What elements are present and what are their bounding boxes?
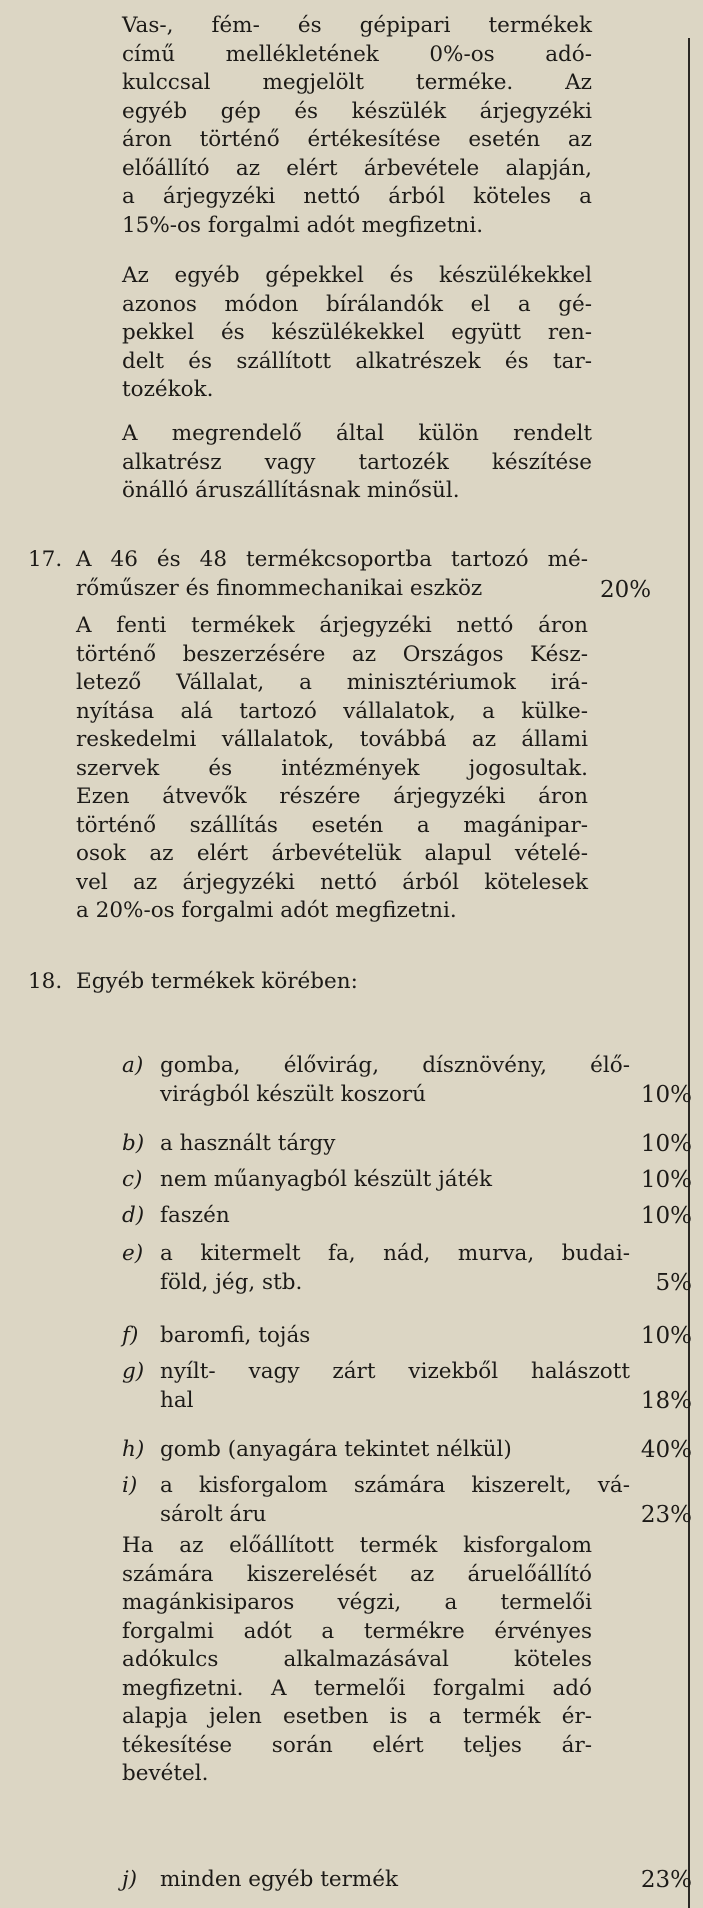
entry-e — [122, 1240, 692, 1297]
text-line: föld, jég, stb. — [160, 1269, 303, 1295]
entry-mark: d) — [122, 1203, 145, 1228]
text-line: Ezen átvevők részére árjegyzéki áron — [76, 784, 588, 809]
text-line: azonos módon bírálandók el a gé- — [122, 291, 592, 317]
text-line: 15%-os forgalmi adót megfizetni. — [122, 212, 484, 238]
entry-text — [160, 1358, 630, 1415]
entry-mark: b) — [122, 1131, 145, 1156]
text-line: nyítása alá tartozó vállalatok, a külke- — [76, 698, 588, 724]
item-17-number: 17. — [28, 547, 63, 572]
text-line: a kitermelt fa, nád, murva, budai- — [160, 1241, 630, 1266]
entry-mark: c) — [122, 1167, 143, 1192]
entry-rate: 40% — [640, 1437, 692, 1463]
text-line: Ha az előállított termék kisforgalom — [122, 1533, 592, 1558]
text-line: a használt tárgy — [160, 1131, 336, 1156]
entry-rate: 10% — [640, 1323, 692, 1349]
intro-paragraph-2 — [122, 262, 592, 405]
text-line: kulccsal megjelölt terméke. Az — [122, 70, 592, 95]
entry-text — [160, 1866, 630, 1895]
text-line: virágból készült koszorú — [160, 1081, 427, 1107]
entry-rate: 10% — [640, 1131, 692, 1157]
text-line: faszén — [160, 1203, 230, 1228]
intro-paragraph-1 — [122, 12, 592, 240]
entry-rate: 10% — [640, 1081, 692, 1108]
text-line: rőműszer és finommechanikai eszköz — [76, 575, 483, 601]
entry-rate: 5% — [655, 1269, 692, 1296]
item-17-note — [76, 612, 588, 926]
entry-f — [122, 1322, 692, 1351]
item-18-note — [122, 1532, 592, 1789]
entry-c — [122, 1166, 692, 1195]
text-line: önálló áruszállításnak minősül. — [122, 478, 460, 503]
item-18-heading: Egyéb termékek körében: — [76, 969, 358, 994]
text-line: szervek és intézmények jogosultak. — [76, 755, 588, 781]
text-line: bevétel. — [122, 1761, 209, 1786]
text-line: baromfi, tojás — [160, 1323, 311, 1348]
text-line: számára kiszerelését az áruelőállító — [122, 1561, 592, 1587]
entry-mark: e) — [122, 1241, 144, 1266]
text-line: a kisforgalom számára kiszerelt, vá- — [160, 1473, 630, 1498]
text-line: hal — [160, 1387, 194, 1413]
entry-text — [160, 1130, 630, 1159]
text-line: megfizetni. A termelői forgalmi adó — [122, 1675, 592, 1701]
text-line: történő beszerzésére az Országos Kész- — [76, 641, 588, 667]
entry-text — [160, 1052, 630, 1109]
text-line: gomba, élővirág, dísznövény, élő- — [160, 1053, 630, 1078]
entry-rate: 10% — [640, 1203, 692, 1229]
text-line: delt és szállított alkatrészek és tar- — [122, 348, 592, 374]
text-line: adókulcs alkalmazásával köteles — [122, 1647, 592, 1672]
text-line: A megrendelő által külön rendelt — [122, 421, 592, 446]
text-line: pekkel és készülékekkel együtt ren- — [122, 320, 592, 345]
entry-text — [160, 1472, 630, 1529]
entry-text — [160, 1322, 630, 1351]
entry-j — [122, 1866, 692, 1895]
entry-h — [122, 1436, 692, 1465]
text-line: tozékok. — [122, 377, 214, 402]
text-line: A 46 és 48 termékcsoportba tartozó mé- — [76, 547, 588, 572]
entry-text — [160, 1202, 630, 1231]
entry-text — [160, 1166, 630, 1195]
text-line: Vas-, fém- és gépipari termékek — [122, 13, 592, 38]
entry-mark: g) — [122, 1359, 145, 1384]
entry-mark: f) — [122, 1323, 139, 1348]
text-line: sárolt áru — [160, 1501, 267, 1527]
intro-paragraph-3 — [122, 420, 592, 506]
text-line: vel az árjegyzéki nettó árból kötelesek — [76, 869, 588, 895]
text-line: gomb (anyagára tekintet nélkül) — [160, 1437, 512, 1462]
entry-g — [122, 1358, 692, 1415]
text-line: magánkisiparos végzi, a termelői — [122, 1590, 592, 1615]
text-line: alkatrész vagy tartozék készítése — [122, 449, 592, 475]
text-line: tékesítése során elért teljes ár- — [122, 1732, 592, 1758]
entry-mark: j) — [122, 1867, 138, 1892]
entry-d — [122, 1202, 692, 1231]
text-line: történő szállítás esetén a magánipar- — [76, 812, 588, 838]
text-line: forgalmi adót a termékre érvényes — [122, 1618, 592, 1644]
entry-text — [160, 1436, 630, 1465]
text-line: egyéb gép és készülék árjegyzéki — [122, 98, 592, 124]
entry-b — [122, 1130, 692, 1159]
entry-mark: i) — [122, 1473, 138, 1498]
text-line: minden egyéb termék — [160, 1867, 399, 1892]
entry-i — [122, 1472, 692, 1529]
text-line: előállító az elért árbevétele alapján, — [122, 155, 592, 181]
entry-mark: h) — [122, 1437, 145, 1462]
text-line: osok az elért árbevételük alapul vételé- — [76, 841, 588, 866]
entry-text — [160, 1240, 630, 1297]
text-line: alapja jelen esetben is a termék ér- — [122, 1704, 592, 1729]
text-line: Az egyéb gépekkel és készülékekkel — [122, 263, 592, 288]
item-17-text — [76, 546, 588, 603]
text-line: című mellékletének 0%-os adó- — [122, 41, 592, 67]
text-line: nyílt- vagy zárt vizekből halászott — [160, 1359, 630, 1384]
entry-rate: 23% — [640, 1867, 692, 1893]
entry-a — [122, 1052, 692, 1109]
right-margin-rule — [688, 38, 690, 1908]
text-line: a árjegyzéki nettó árból köteles a — [122, 184, 592, 209]
item-18-number: 18. — [28, 969, 63, 994]
entry-rate: 10% — [640, 1167, 692, 1193]
text-line: letező Vállalat, a minisztériumok irá- — [76, 670, 588, 695]
text-line: A fenti termékek árjegyzéki nettó áron — [76, 613, 588, 638]
entry-rate: 18% — [640, 1387, 692, 1414]
entry-rate: 23% — [640, 1501, 692, 1528]
item-17-rate: 20% — [600, 577, 652, 603]
entry-mark: a) — [122, 1053, 144, 1078]
text-line: reskedelmi vállalatok, továbbá az állami — [76, 727, 588, 752]
text-line: nem műanyagból készült játék — [160, 1167, 493, 1192]
text-line: a 20%-os forgalmi adót megfizetni. — [76, 898, 457, 923]
text-line: áron történő értékesítése esetén az — [122, 127, 592, 152]
